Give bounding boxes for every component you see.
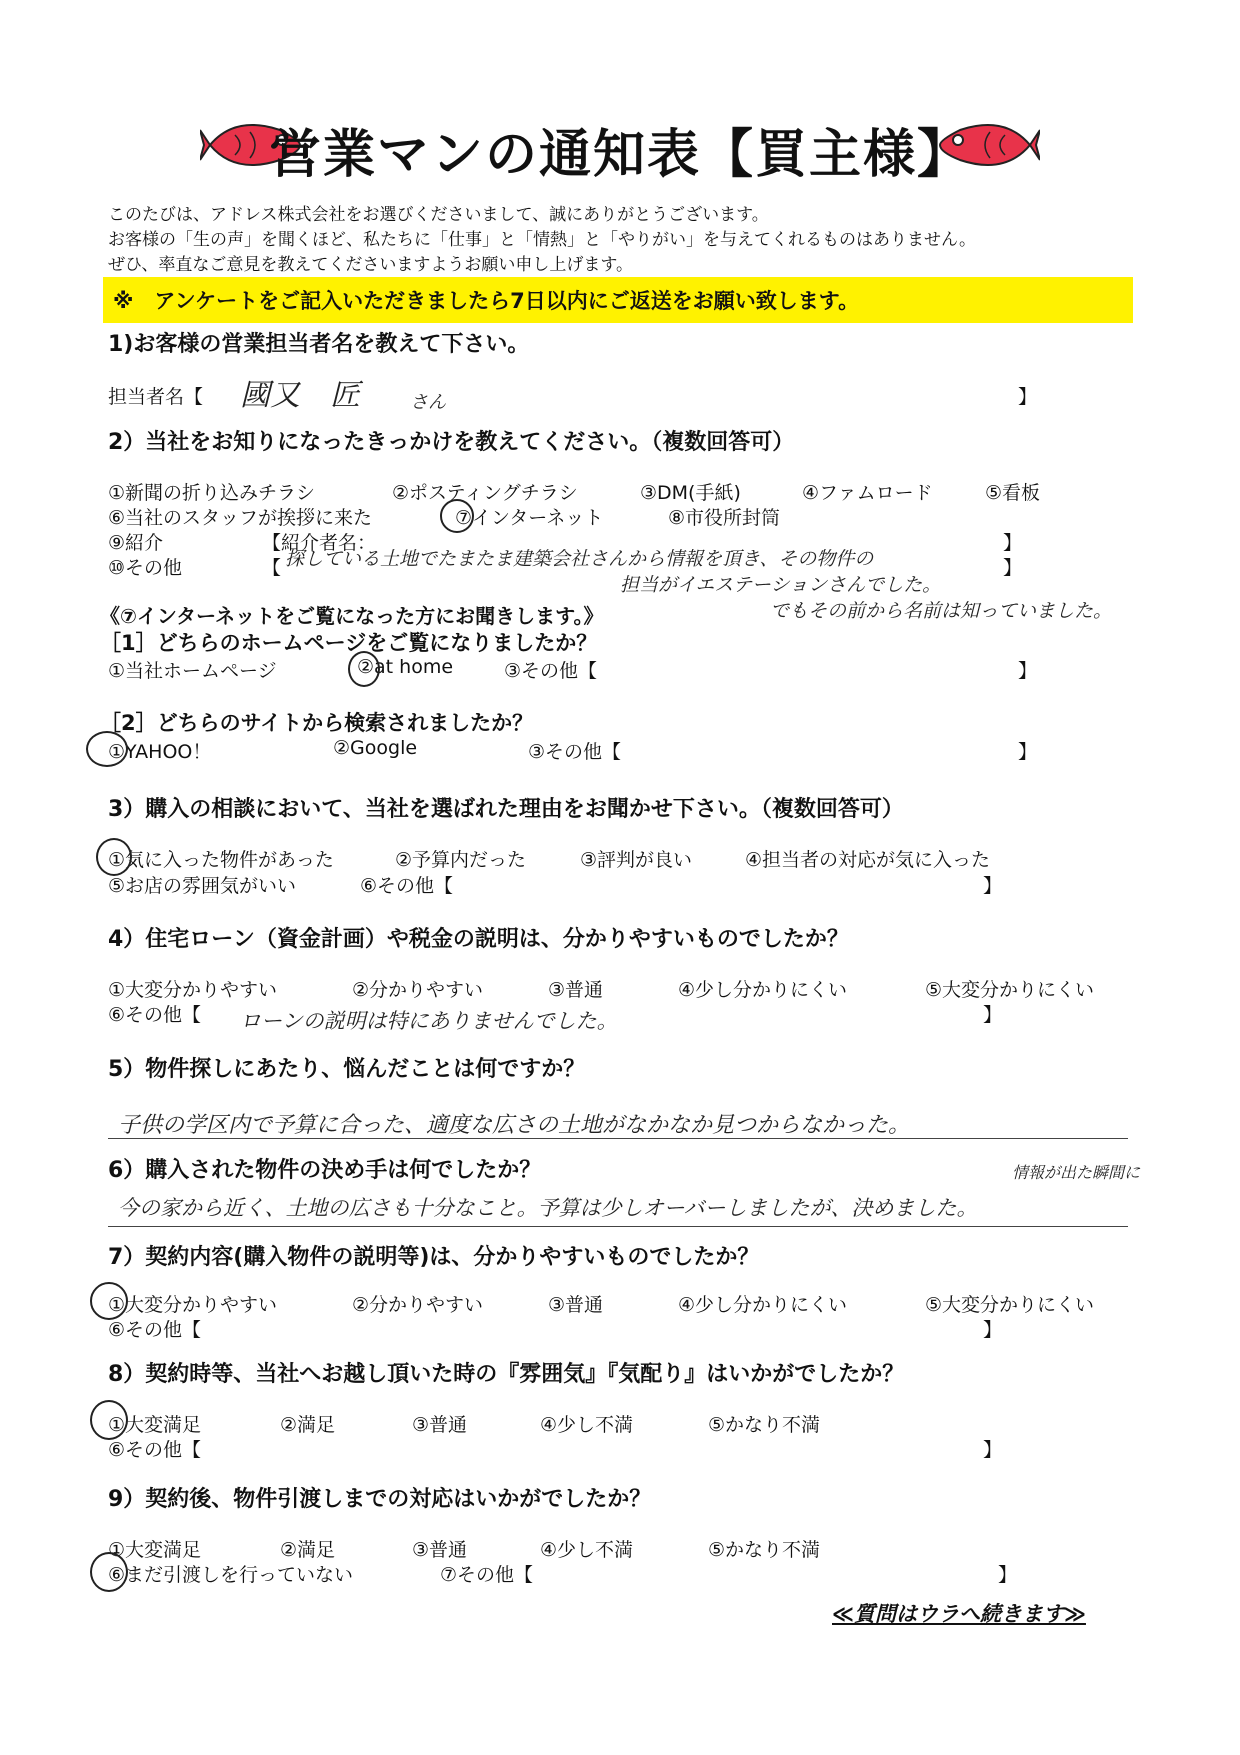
q7-option-4[interactable]: ④少し分かりにくい — [678, 1294, 848, 1316]
q2sub-1-option-2[interactable]: ②at home — [357, 656, 454, 678]
q4-question: 4）住宅ローン（資金計画）や税金の説明は、分かりやすいものでしたか？ — [108, 927, 849, 952]
q4-option-5[interactable]: ⑤大変分かりにくい — [925, 979, 1095, 1001]
q2-option-1[interactable]: ①新聞の折り込みチラシ — [108, 482, 316, 504]
q2-option-9[interactable]: ⑨紹介 — [108, 532, 164, 554]
q3-option-2[interactable]: ②予算内だった — [395, 849, 527, 871]
q9-close: 】 — [998, 1564, 1018, 1586]
q3-close: 】 — [983, 875, 1003, 897]
q4-close: 】 — [983, 1004, 1003, 1026]
q7-option-2[interactable]: ②分かりやすい — [352, 1294, 484, 1316]
q7-option-3[interactable]: ③普通 — [548, 1294, 604, 1316]
q6-answer[interactable]: 今の家から近く、土地の広さも十分なこと。予算は少しオーバーしましたが、決めました。 — [118, 1196, 978, 1220]
q9-option-5[interactable]: ⑤かなり不満 — [708, 1539, 821, 1561]
q3-option-3[interactable]: ③評判が良い — [580, 849, 693, 871]
q2-option-2[interactable]: ②ポスティングチラシ — [392, 482, 578, 504]
q2-option-7[interactable]: ⑦インターネット — [455, 507, 604, 529]
q8-close: 】 — [983, 1439, 1003, 1461]
q5-answer-line — [108, 1138, 1128, 1139]
q2sub-1-option-2-circle-mark — [348, 651, 380, 687]
q9-option-1[interactable]: ①大変満足 — [108, 1539, 202, 1561]
q4-answer[interactable]: ローンの説明は特にありませんでした。 — [240, 1009, 618, 1033]
q9-option-4[interactable]: ④少し不満 — [540, 1539, 634, 1561]
notice-banner — [103, 277, 1133, 323]
intro-line-1: このたびは、アドレス株式会社をお選びくださいまして、誠にありがとうございます。 — [108, 205, 769, 225]
q2sub-heading: 《⑦インターネットをご覧になった方にお聞きします。》 — [100, 604, 604, 628]
q7-close: 】 — [983, 1319, 1003, 1341]
intro-line-2: お客様の「生の声」を聞くほど、私たちに「仕事」と「情熱」と「やりがい」を与えてくれるものはありません。 — [108, 230, 977, 250]
q1-question: 1)お客様の営業担当者名を教えて下さい。 — [108, 332, 530, 357]
q9-option-6[interactable]: ⑥まだ引渡しを行っていない — [108, 1564, 354, 1586]
q2-answer-line-2: 担当がイエステーションさんでした。 — [620, 574, 942, 596]
q8-option-4[interactable]: ④少し不満 — [540, 1414, 634, 1436]
q2sub-2-question: ［2］どちらのサイトから検索されましたか？ — [100, 711, 534, 735]
q8-option-2[interactable]: ②満足 — [280, 1414, 336, 1436]
q2sub-2-option-1[interactable]: ①YAHOO！ — [108, 741, 212, 763]
q1-suffix: さん — [410, 392, 446, 413]
q2-option-7-circle-mark — [440, 499, 474, 533]
q4-option-1[interactable]: ①大変分かりやすい — [108, 979, 278, 1001]
q2-answer-line-3: でもその前から名前は知っていました。 — [770, 600, 1113, 622]
q2-option-8[interactable]: ⑧市役所封筒 — [668, 507, 781, 529]
q8-option-1[interactable]: ①大変満足 — [108, 1414, 202, 1436]
q8-option-5[interactable]: ⑤かなり不満 — [708, 1414, 821, 1436]
q6-question: 6）購入された物件の決め手は何でしたか？ — [108, 1158, 542, 1183]
q4-option-3[interactable]: ③普通 — [548, 979, 604, 1001]
q3-question: 3）購入の相談において、当社を選ばれた理由をお聞かせ下さい。（複数回答可） — [108, 797, 904, 822]
q2-referrer-close: 】 — [1003, 532, 1023, 554]
q8-option-3[interactable]: ③普通 — [412, 1414, 468, 1436]
q2sub-2-option-3[interactable]: ③その他【 — [528, 741, 622, 763]
q1-answer[interactable]: 國又 匠 — [240, 378, 360, 413]
q2-option-10[interactable]: ⑩その他 — [108, 557, 183, 579]
q2-referrer-field[interactable]: 【紹介者名： — [262, 532, 377, 554]
q2-answer-line-1[interactable]: 探している土地でたまたま建築会社さんから情報を頂き、その物件の — [285, 548, 874, 570]
q3-option-6[interactable]: ⑥その他【 — [360, 875, 454, 897]
q2-other-open: 【 — [262, 557, 282, 579]
page-title: 営業マンの通知表【買主様】 — [268, 125, 971, 185]
q2-option-4[interactable]: ④ファムロード — [802, 482, 933, 504]
q2-option-5[interactable]: ⑤看板 — [985, 482, 1041, 504]
q2-option-3[interactable]: ③DM(手紙) — [640, 482, 741, 504]
q3-option-4[interactable]: ④担当者の対応が気に入った — [745, 849, 991, 871]
q5-question: 5）物件探しにあたり、悩んだことは何ですか？ — [108, 1057, 586, 1082]
q7-question: 7）契約内容(購入物件の説明等)は、分かりやすいものでしたか？ — [108, 1245, 760, 1270]
q1-close: 】 — [1018, 386, 1038, 408]
q6-note: 情報が出た瞬間に — [1012, 1163, 1141, 1182]
q2sub-1-option-3[interactable]: ③その他【 — [504, 660, 598, 682]
q6-answer-line — [108, 1226, 1128, 1227]
q9-option-7[interactable]: ⑦その他【 — [440, 1564, 534, 1586]
continued-on-back-note: ≪質問はウラへ続きます≫ — [832, 1602, 1086, 1626]
q7-option-6[interactable]: ⑥その他【 — [108, 1319, 202, 1341]
q2-other-close: 】 — [1003, 557, 1023, 579]
q7-option-1[interactable]: ①大変分かりやすい — [108, 1294, 278, 1316]
q9-option-2[interactable]: ②満足 — [280, 1539, 336, 1561]
q2sub-1-question: ［1］どちらのホームページをご覧になりましたか？ — [100, 631, 598, 655]
q4-option-4[interactable]: ④少し分かりにくい — [678, 979, 848, 1001]
q7-option-5[interactable]: ⑤大変分かりにくい — [925, 1294, 1095, 1316]
q2sub-1-close: 】 — [1018, 660, 1038, 682]
q8-option-1-circle-mark — [90, 1400, 128, 1440]
q2sub-2-option-2[interactable]: ②Google — [333, 737, 418, 759]
q8-question: 8）契約時等、当社へお越し頂いた時の『雰囲気』『気配り』はいかがでしたか？ — [108, 1362, 905, 1387]
q2sub-2-option-1-circle-mark — [86, 731, 128, 767]
q1-label: 担当者名【 — [108, 386, 204, 408]
intro-line-3: ぜひ、率直なご意見を教えてくださいますようお願い申し上げます。 — [108, 255, 633, 275]
q4-option-6[interactable]: ⑥その他【 — [108, 1004, 202, 1026]
q3-option-5[interactable]: ⑤お店の雰囲気がいい — [108, 875, 297, 897]
q2sub-2-close: 】 — [1018, 741, 1038, 763]
q8-option-6[interactable]: ⑥その他【 — [108, 1439, 202, 1461]
q9-option-6-circle-mark — [90, 1552, 128, 1592]
q9-option-3[interactable]: ③普通 — [412, 1539, 468, 1561]
q5-answer[interactable]: 子供の学区内で予算に合った、適度な広さの土地がなかなか見つからなかった。 — [118, 1113, 911, 1138]
q2sub-1-option-1[interactable]: ①当社ホームページ — [108, 660, 277, 682]
q3-option-1[interactable]: ①気に入った物件があった — [108, 849, 334, 871]
q4-option-2[interactable]: ②分かりやすい — [352, 979, 484, 1001]
q9-question: 9）契約後、物件引渡しまでの対応はいかがでしたか？ — [108, 1487, 652, 1512]
notice-text: ※ アンケートをご記入いただきましたら7日以内にご返送をお願い致します。 — [113, 289, 860, 313]
q2-option-6[interactable]: ⑥当社のスタッフが挨拶に来た — [108, 507, 373, 529]
q2-question: 2）当社をお知りになったきっかけを教えてください。（複数回答可） — [108, 430, 795, 455]
